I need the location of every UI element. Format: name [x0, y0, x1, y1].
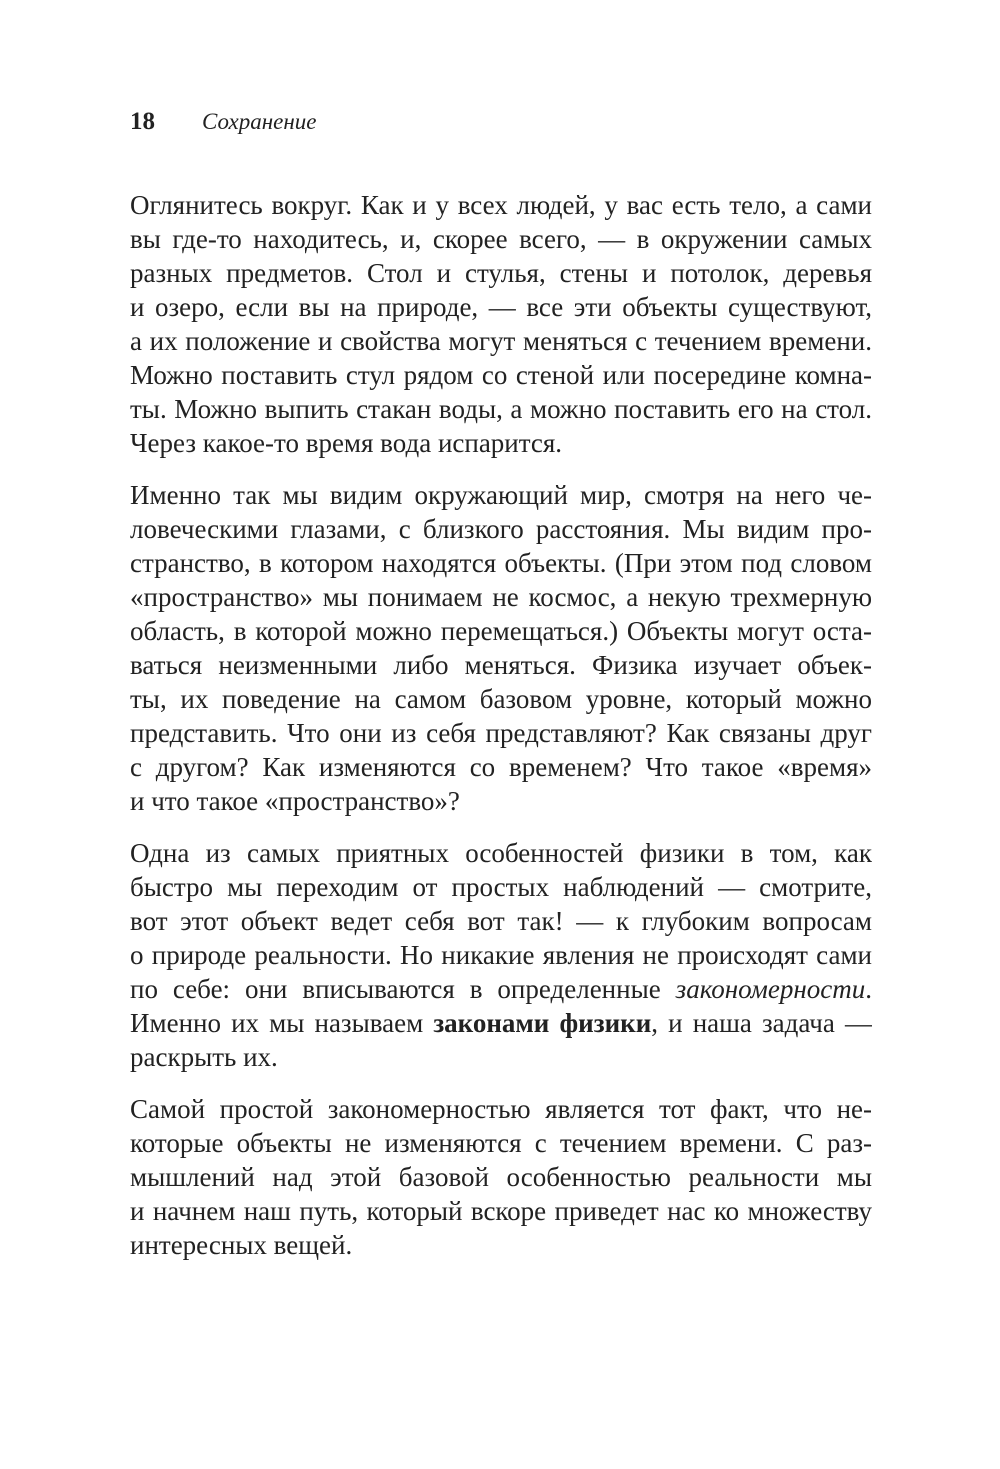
text-line: о природе реальности. Но никакие явления не происходят сами: [130, 940, 872, 970]
text-line: раскрыть их.: [130, 1042, 278, 1072]
text-line: ты. Можно выпить стакан воды, а можно поставить его на стол.: [130, 394, 872, 424]
text-line: и что такое «пространство»?: [130, 786, 460, 816]
paragraph-4: [130, 1092, 872, 1262]
text-line: Через какое-то время вода испарится.: [130, 428, 563, 458]
text-run: .: [865, 974, 872, 1004]
text-line: и озеро, если вы на природе, — все эти объекты существуют,: [130, 292, 872, 322]
text-line: которые объекты не изменяются с течением времени. С раз-: [130, 1128, 872, 1158]
paragraph-3: [130, 836, 872, 1074]
text-line: странство, в котором находятся объекты. (При этом под словом: [130, 548, 872, 578]
paragraph-2: [130, 478, 872, 818]
text-line: [130, 972, 872, 1006]
running-head: [130, 108, 316, 142]
text-line: [130, 1006, 872, 1040]
text-line: мышлений над этой базовой особенностью реальности мы: [130, 1162, 872, 1192]
text-line: Самой простой закономерностью является тот факт, что не-: [130, 1094, 872, 1124]
text-line: и начнем наш путь, который вскоре приведет нас ко множеству: [130, 1196, 872, 1226]
text-line: Можно поставить стул рядом со стеной или посередине комна-: [130, 360, 872, 390]
italic-term-regularities: закономерности: [675, 974, 866, 1004]
text-line: Одна из самых приятных особенностей физики в том, как: [130, 838, 872, 868]
text-body: [130, 188, 872, 1262]
text-line: Оглянитесь вокруг. Как и у всех людей, у вас есть тело, а сами: [130, 190, 872, 220]
text-line: Именно так мы видим окружающий мир, смотря на него че-: [130, 480, 872, 510]
text-line: быстро мы переходим от простых наблюдений — смотрите,: [130, 872, 872, 902]
chapter-title: Сохранение: [202, 109, 317, 134]
text-run: Именно их мы называем: [130, 1008, 434, 1038]
paragraph-1: [130, 188, 872, 460]
text-line: разных предметов. Стол и стулья, стены и потолок, деревья: [130, 258, 872, 288]
bold-term-laws-of-physics: законами физики: [433, 1008, 652, 1038]
text-line: «пространство» мы понимаем не космос, а некую трехмерную: [130, 582, 872, 612]
text-line: ловеческими глазами, с близкого расстояния. Мы видим про-: [130, 514, 872, 544]
text-line: ты, их поведение на самом базовом уровне, который можно: [130, 684, 872, 714]
text-line: интересных вещей.: [130, 1230, 353, 1260]
text-line: ваться неизменными либо меняться. Физика изучает объек-: [130, 650, 872, 680]
text-run: по себе: они вписываются в определенные: [130, 974, 676, 1004]
text-line: вы где-то находитесь, и, скорее всего, — в окружении самых: [130, 224, 872, 254]
page-number: 18: [130, 108, 155, 135]
text-line: область, в которой можно перемещаться.) Объекты могут оста-: [130, 616, 872, 646]
text-line: а их положение и свойства могут меняться с течением времени.: [130, 326, 872, 356]
text-line: с другом? Как изменяются со временем? Что такое «время»: [130, 752, 872, 782]
text-line: представить. Что они из себя представляют? Как связаны друг: [130, 718, 872, 748]
text-run: , и наша задача —: [651, 1008, 872, 1038]
text-line: вот этот объект ведет себя вот так! — к глубоким вопросам: [130, 906, 872, 936]
